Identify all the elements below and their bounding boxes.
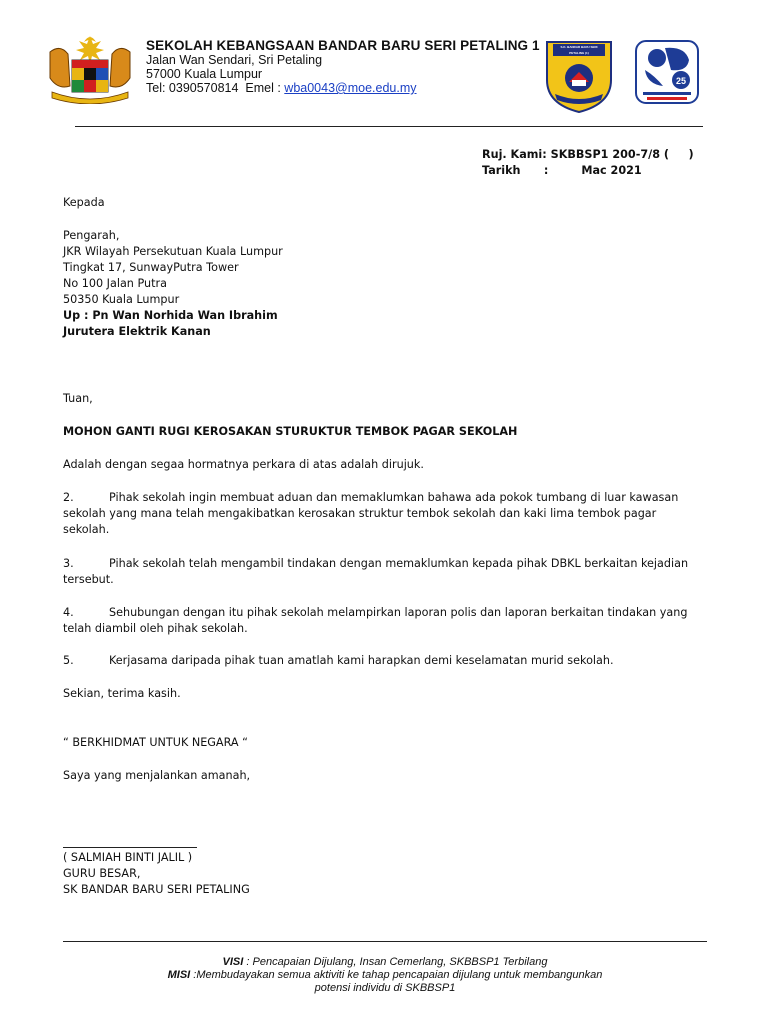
salutation: Tuan, <box>63 392 93 405</box>
contact-line <box>146 81 417 96</box>
letter-subject: MOHON GANTI RUGI KEROSAKAN STURUKTUR TEMBOK PAGAR SEKOLAH <box>63 425 518 438</box>
attention-line: Up : Pn Wan Norhida Wan Ibrahim <box>63 309 278 322</box>
reference-number: Ruj. Kami: SKBBSP1 200-7/8 ( ) <box>482 148 694 161</box>
motto-text: “ BERKHIDMAT UNTUK NEGARA “ <box>63 736 248 749</box>
recipient-line: No 100 Jalan Putra <box>63 277 167 290</box>
misi-label: MISI <box>167 969 191 981</box>
paragraph-5: 5. Kerjasama daripada pihak tuan amatlah kami harapkan demi keselamatan murid sekolah. <box>63 654 614 667</box>
school-25-years-icon <box>635 40 699 104</box>
visi-line <box>120 956 650 969</box>
paragraph-4: 4. Sehubungan dengan itu pihak sekolah melampirkan laporan polis dan laporan berkaitan tindakan yang telah diambil oleh pihak sekolah. <box>63 606 688 635</box>
visi-label: VISI <box>222 956 244 968</box>
misi-line-2: potensi individu di SKBBSP1 <box>314 982 456 994</box>
misi-text: :Membudayakan semua aktiviti ke tahap pencapaian dijulang untuk membangunkan <box>190 969 603 981</box>
school-name: SEKOLAH KEBANGSAAN BANDAR BARU SERI PETALING 1 <box>146 38 540 53</box>
reference-block <box>482 147 694 179</box>
misi-line <box>120 969 650 982</box>
paragraph-3: 3. Pihak sekolah telah mengambil tindakan dengan memaklumkan kepada pihak DBKL berkaitan kejadian tersebut. <box>63 557 689 586</box>
paragraph-number: 3. <box>63 557 74 570</box>
visi-text: : Pencapaian Dijulang, Insan Cemerlang, SKBBSP1 Terbilang <box>243 956 548 968</box>
address-line-2: 57000 Kuala Lumpur <box>146 67 263 81</box>
recipient-line: Pengarah, <box>63 229 120 242</box>
svg-text:25: 25 <box>676 76 687 86</box>
paragraph-number: 2. <box>63 491 74 504</box>
footer-divider <box>63 941 707 942</box>
signatory-school: SK BANDAR BARU SERI PETALING <box>63 883 250 896</box>
date-label: Tarikh : <box>482 164 549 177</box>
recipient-line: JKR Wilayah Persekutuan Kuala Lumpur <box>63 245 283 258</box>
paragraph-2: 2. Pihak sekolah ingin membuat aduan dan memaklumkan bahawa ada pokok tumbang di luar kawasan sekolah yang mana telah mengakibatkan kerosakan struktur tembok sekolah dan kaki lima tembok pagar sekolah. <box>63 491 679 536</box>
header-divider <box>75 126 703 127</box>
date-value: Mac 2021 <box>581 164 642 177</box>
school-crest-text: S.K. BANDAR BARU SERI PETALING (1) <box>560 45 598 55</box>
recipient-address <box>63 228 283 340</box>
recipient-line: Tingkat 17, SunwayPutra Tower <box>63 261 239 274</box>
school-crest-icon <box>541 38 617 114</box>
attention-position: Jurutera Elektrik Kanan <box>63 325 211 338</box>
closing-text: Sekian, terima kasih. <box>63 687 181 700</box>
signature-line <box>63 847 197 848</box>
malaysia-coat-of-arms-icon <box>44 34 136 104</box>
signature-block <box>63 850 250 898</box>
trust-text: Saya yang menjalankan amanah, <box>63 769 251 782</box>
signatory-name: ( SALMIAH BINTI JALIL ) <box>63 851 193 864</box>
email-link[interactable]: wba0043@moe.edu.my <box>284 81 417 95</box>
phone-text: Tel: 0390570814 Emel : <box>146 81 285 95</box>
paragraph-number: 4. <box>63 606 74 619</box>
signatory-title: GURU BESAR, <box>63 867 141 880</box>
address-line-1: Jalan Wan Sendari, Sri Petaling <box>146 53 323 67</box>
paragraph-number: 5. <box>63 654 74 667</box>
date-line <box>482 163 694 179</box>
kepada-label: Kepada <box>63 196 105 209</box>
recipient-line: 50350 Kuala Lumpur <box>63 293 180 306</box>
intro-paragraph: Adalah dengan segaa hormatnya perkara di atas adalah dirujuk. <box>63 458 424 471</box>
